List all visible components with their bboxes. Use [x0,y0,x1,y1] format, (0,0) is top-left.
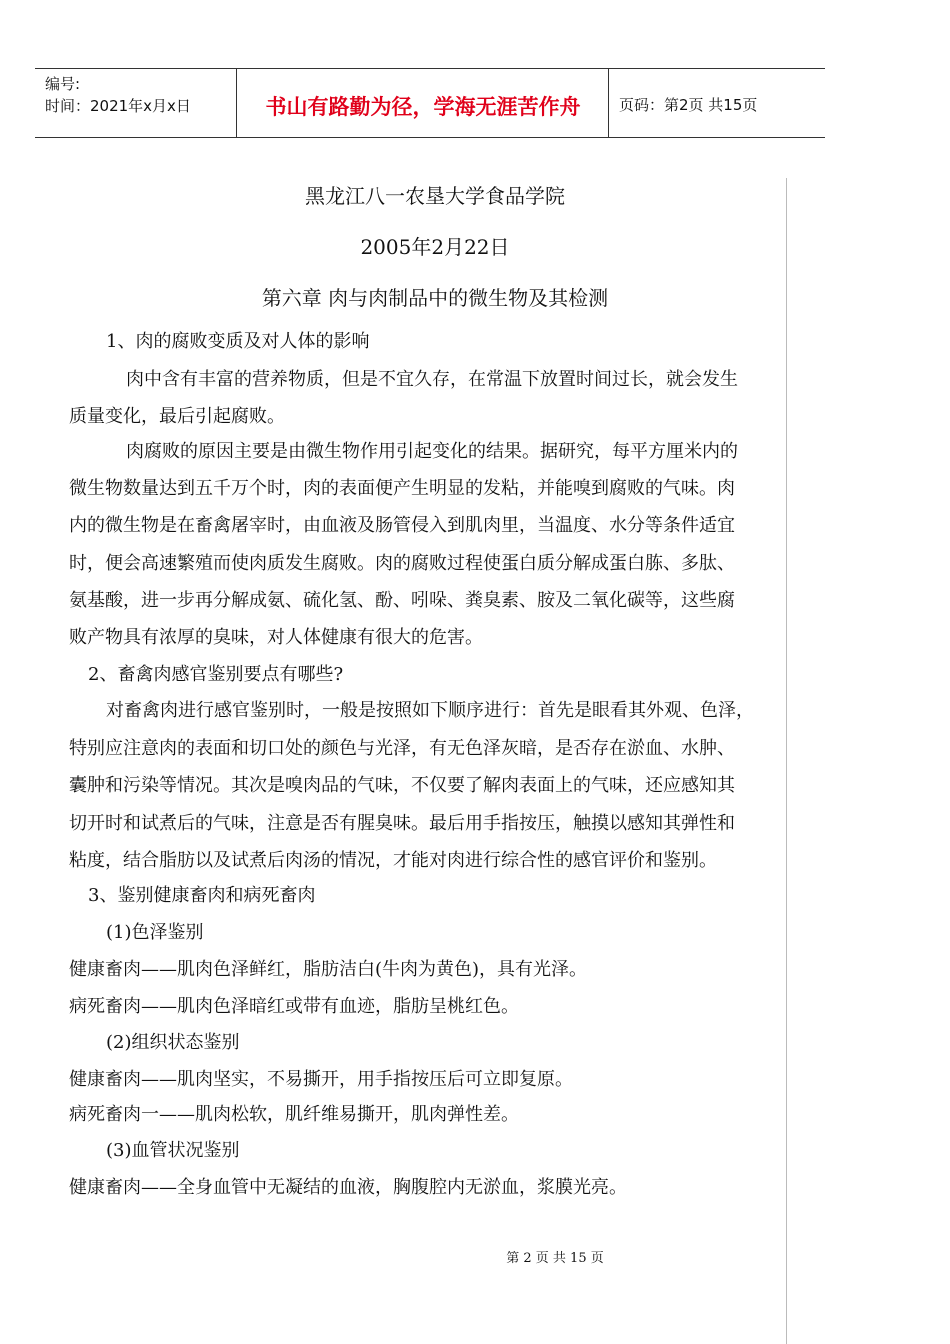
list-item: 病死畜肉——肌肉色泽暗红或带有血迹，脂肪呈桃红色。 [69,996,519,1017]
paragraph-line: 粘度，结合脂肪以及试煮后肉汤的情况，才能对肉进行综合性的感官评价和鉴别。 [69,850,717,871]
number-label: 编号: [45,75,81,93]
list-item: 健康畜肉——全身血管中无凝结的血液，胸腹腔内无淤血，浆膜光亮。 [69,1177,627,1198]
paragraph-line: 时，便会高速繁殖而使肉质发生腐败。肉的腐败过程使蛋白质分解成蛋白胨、多肽、 [69,553,735,574]
header-motto: 书山有路勤为径，学海无涯苦作舟 [265,95,581,119]
paragraph-line: 微生物数量达到五千万个时，肉的表面便产生明显的发粘，并能嗅到腐败的气味。肉 [69,478,735,499]
paragraph-line: 对畜禽肉进行感官鉴别时，一般是按照如下顺序进行：首先是眼看其外观、色泽， [106,700,754,721]
subsection-heading: (3)血管状况鉴别 [106,1140,240,1161]
paragraph-line: 肉中含有丰富的营养物质，但是不宜久存，在常温下放置时间过长，就会发生 [126,369,738,390]
header-page-info: 页码：第2页 共15页 [619,96,758,114]
list-item: 健康畜肉——肌肉色泽鲜红，脂肪洁白(牛肉为黄色)，具有光泽。 [69,959,588,980]
document-date: 2005年2月22日 [360,235,510,259]
paragraph-line: 内的微生物是在畜禽屠宰时，由血液及肠管侵入到肌肉里，当温度、水分等条件适宜 [69,515,735,536]
paragraph-line: 质量变化，最后引起腐败。 [69,406,285,427]
list-item: 健康畜肉——肌肉坚实，不易撕开，用手指按压后可立即复原。 [69,1069,573,1090]
right-margin-rule [786,178,787,1344]
section-3-heading: 3、鉴别健康畜肉和病死畜肉 [88,885,316,906]
school-title: 黑龙江八一农垦大学食品学院 [305,184,565,208]
subsection-heading: (1)色泽鉴别 [106,922,204,943]
chapter-title: 第六章 肉与肉制品中的微生物及其检测 [261,286,609,310]
paragraph-line: 切开时和试煮后的气味，注意是否有腥臭味。最后用手指按压，触摸以感知其弹性和 [69,813,735,834]
subsection-heading: (2)组织状态鉴别 [106,1032,240,1053]
paragraph-line: 氨基酸，进一步再分解成氨、硫化氢、酚、吲哚、粪臭素、胺及二氧化碳等，这些腐 [69,590,735,611]
paragraph-line: 败产物具有浓厚的臭味，对人体健康有很大的危害。 [69,627,483,648]
paragraph-line: 肉腐败的原因主要是由微生物作用引起变化的结果。据研究，每平方厘米内的 [126,441,738,462]
list-item: 病死畜肉一——肌肉松软，肌纤维易撕开，肌肉弹性差。 [69,1104,519,1125]
paragraph-line: 囊肿和污染等情况。其次是嗅肉品的气味，不仅要了解肉表面上的气味，还应感知其 [69,775,735,796]
section-1-heading: 1、肉的腐败变质及对人体的影响 [106,331,370,352]
header-meta [45,73,191,117]
paragraph-line: 特别应注意肉的表面和切口处的颜色与光泽，有无色泽灰暗，是否存在淤血、水肿、 [69,738,735,759]
page-footer: 第 2 页 共 15 页 [506,1251,604,1266]
section-2-heading: 2、畜禽肉感官鉴别要点有哪些? [88,664,344,685]
header-table [35,68,825,138]
time-line: 时间：2021年x月x日 [45,97,191,115]
